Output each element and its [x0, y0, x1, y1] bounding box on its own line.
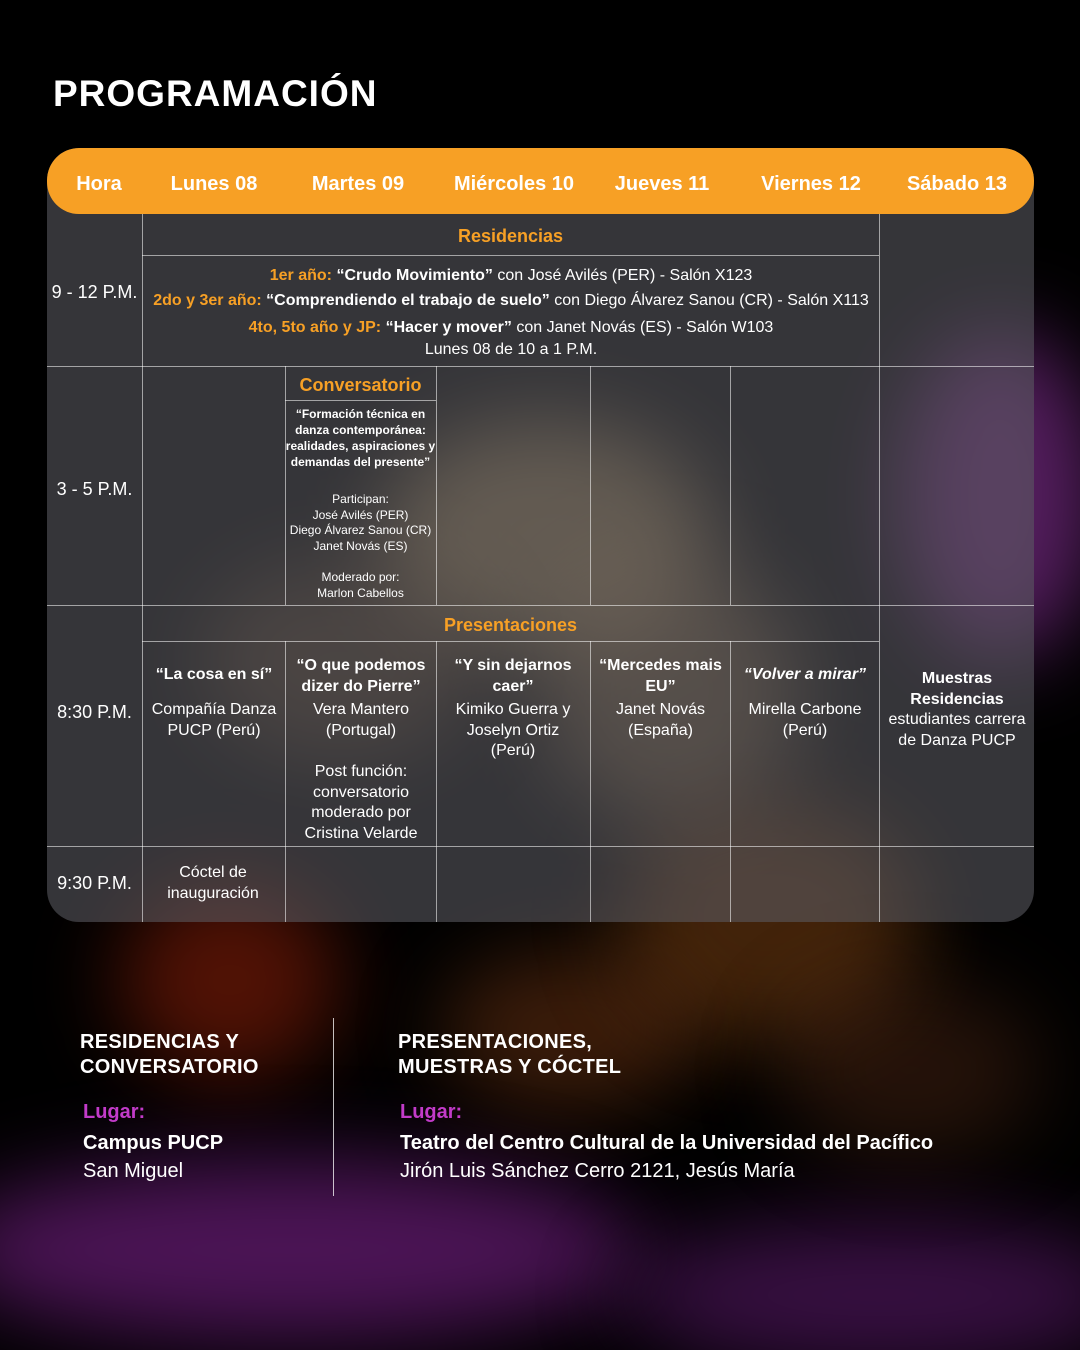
time-slot: 9:30 P.M. — [57, 873, 132, 893]
grid-line — [47, 366, 1034, 367]
presentation-company: Janet Novás (España) — [616, 701, 705, 739]
work-detail: con José Avilés (PER) - Salón X123 — [492, 267, 753, 284]
presentation-title: “La cosa en sí” — [155, 666, 273, 683]
residencias-line-2 — [143, 288, 879, 313]
work-title: “Crudo Movimiento” — [336, 267, 493, 284]
footer-divider — [333, 1018, 334, 1196]
header-hora: Hora — [76, 173, 122, 195]
residencias-line-1 — [143, 263, 879, 288]
presentation-company: Kimiko Guerra y Joselyn Ortiz (Perú) — [455, 701, 571, 759]
header-viernes: Viernes 12 — [761, 173, 861, 195]
heading-line: RESIDENCIAS Y — [80, 1031, 240, 1053]
presentation-title: “Mercedes mais EU” — [599, 657, 722, 695]
schedule-table — [47, 148, 1034, 922]
residencias-schedule-note: Lunes 08 de 10 a 1 P.M. — [424, 341, 598, 358]
participant: Diego Álvarez Sanou (CR) — [289, 523, 432, 537]
participant: José Avilés (PER) — [312, 507, 409, 522]
residencias-line-3 — [143, 315, 879, 340]
header-jueves: Jueves 11 — [614, 173, 710, 195]
grid-line — [142, 641, 879, 642]
post-funcion-note: Post función: conversatorio moderado por Cristina Velarde — [304, 763, 418, 842]
time-slot: 8:30 P.M. — [57, 702, 132, 722]
residencias-heading: Residencias — [457, 226, 564, 246]
year-label: 1er año: — [269, 267, 332, 284]
conversatorio-participants — [279, 492, 442, 601]
heading-line: PRESENTACIONES, — [398, 1031, 593, 1053]
footer-left-heading — [80, 1030, 259, 1080]
sabado-desc: estudiantes carrera de Danza PUCP — [888, 711, 1026, 749]
moderado-label: Moderado por: — [321, 570, 400, 584]
grid-line — [142, 255, 879, 256]
residencias-details — [143, 263, 879, 360]
grid-line — [730, 366, 731, 605]
coctel-inauguracion: Cóctel de inauguración — [167, 864, 259, 902]
heading-line: MUESTRAS Y CÓCTEL — [398, 1056, 622, 1078]
grid-line — [47, 605, 1034, 606]
moderator: Marlon Cabellos — [317, 585, 404, 600]
sabado-title: Muestras Residencias — [910, 670, 1004, 708]
work-detail: con Diego Álvarez Sanou (CR) - Salón X113 — [549, 292, 869, 309]
venue-address: Jirón Luis Sánchez Cerro 2121, Jesús María — [400, 1160, 795, 1182]
footer-right-heading — [398, 1030, 621, 1080]
page-title: PROGRAMACIÓN — [53, 73, 378, 114]
presentation-company: Mirella Carbone (Perú) — [748, 701, 862, 739]
year-label: 2do y 3er año: — [153, 292, 262, 309]
presentation-company: Compañía Danza PUCP (Perú) — [151, 701, 277, 739]
work-title: “Hacer y mover” — [385, 319, 512, 336]
conversatorio-heading: Conversatorio — [299, 375, 422, 395]
venue-address: San Miguel — [83, 1160, 184, 1182]
time-slot: 3 - 5 P.M. — [56, 479, 133, 499]
header-miercoles: Miércoles 10 — [453, 173, 575, 195]
time-slot: 9 - 12 P.M. — [51, 282, 138, 302]
conversatorio-topic: “Formación técnica en danza contemporánea: realidades, aspiraciones y demandas del presente” — [285, 407, 436, 469]
lugar-label: Lugar: — [400, 1101, 463, 1123]
participant: Janet Novás (ES) — [313, 538, 408, 553]
grid-line — [285, 400, 436, 401]
work-title: “Comprendiendo el trabajo de suelo” — [266, 292, 550, 309]
venue-name: Campus PUCP — [83, 1132, 224, 1154]
heading-line: CONVERSATORIO — [80, 1056, 259, 1078]
lugar-label: Lugar: — [83, 1101, 146, 1123]
venue-name: Teatro del Centro Cultural de la Universidad del Pacífico — [400, 1132, 934, 1154]
presentation-company: Vera Mantero (Portugal) — [312, 701, 410, 739]
grid-line — [590, 366, 591, 605]
grid-line — [879, 214, 880, 922]
header-lunes: Lunes 08 — [170, 173, 258, 195]
presentation-title: “O que podemos dizer do Pierre” — [296, 657, 426, 695]
presentation-title: “Volver a mirar” — [743, 666, 867, 683]
grid-line — [436, 641, 437, 922]
header-sabado: Sábado 13 — [906, 173, 1008, 195]
grid-line — [285, 641, 286, 922]
work-detail: con Janet Novás (ES) - Salón W103 — [511, 319, 774, 336]
header-martes: Martes 09 — [311, 173, 405, 195]
year-label: 4to, 5to año y JP: — [248, 319, 382, 336]
participan-label: Participan: — [332, 492, 389, 506]
presentaciones-heading: Presentaciones — [443, 615, 578, 635]
presentation-title: “Y sin dejarnos caer” — [454, 657, 572, 695]
schedule-header — [47, 148, 1034, 214]
grid-line — [47, 846, 1034, 847]
